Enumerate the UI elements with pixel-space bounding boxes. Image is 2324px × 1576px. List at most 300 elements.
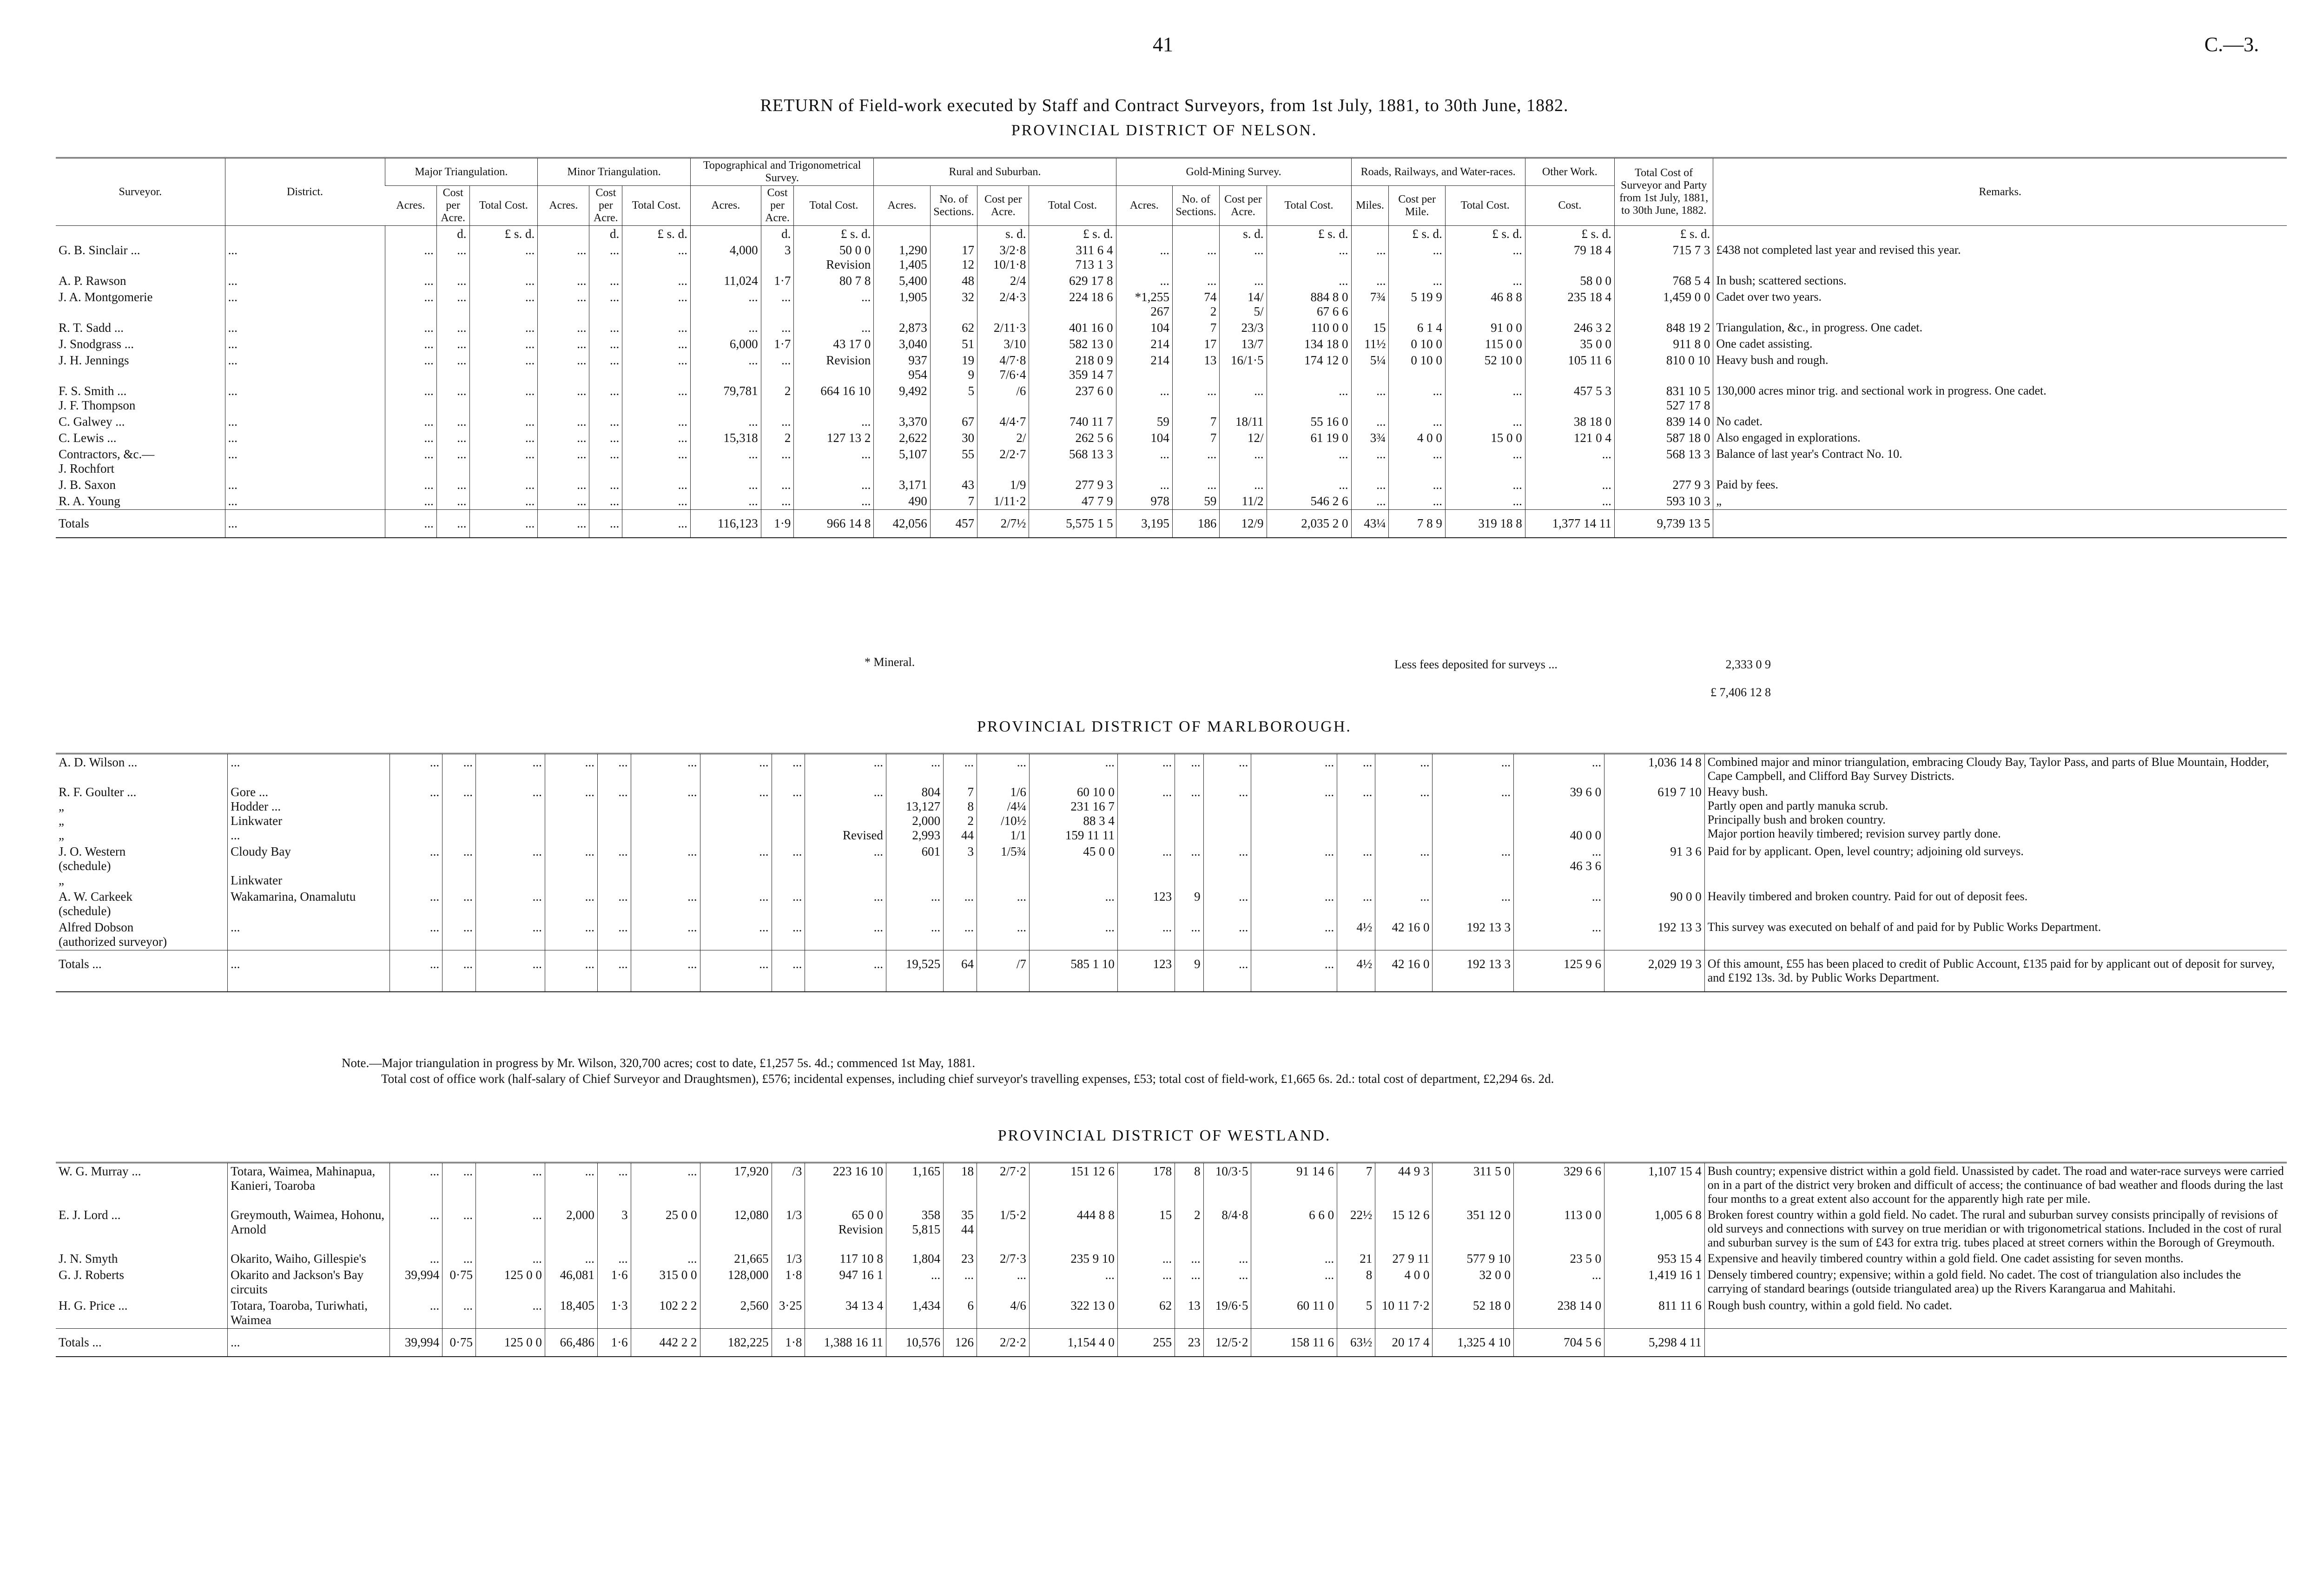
value-cell: 15 0 0 xyxy=(1445,430,1525,446)
value-cell: 19/6·5 xyxy=(1203,1298,1251,1329)
value-cell: ... xyxy=(538,446,589,477)
value-cell: 102 2 2 xyxy=(631,1298,700,1329)
value-cell: 35 44 xyxy=(944,1207,977,1251)
value-cell: 23/3 xyxy=(1220,320,1267,336)
value-cell: ... xyxy=(1514,1267,1604,1298)
value-cell: ... xyxy=(545,950,597,992)
district-cell: ... xyxy=(225,446,385,477)
document-title: RETURN of Field-work executed by Staff and Contract Surveyors, from 1st July, 1881, to 30th June, 1882. xyxy=(760,96,1569,115)
value-cell: ... xyxy=(794,414,874,430)
value-cell: ... xyxy=(977,919,1030,950)
value-cell: 32 xyxy=(930,289,977,320)
value-cell: 277 9 3 xyxy=(1614,477,1713,493)
value-cell xyxy=(690,226,761,243)
value-cell: ... xyxy=(761,477,794,493)
value-cell: ... xyxy=(545,784,597,844)
value-cell: ... xyxy=(597,1251,631,1267)
value-cell: 255 xyxy=(1117,1329,1175,1357)
value-cell: ... xyxy=(545,754,597,785)
value-cell: ... xyxy=(538,242,589,273)
surveyor-cell: A. D. Wilson ... xyxy=(59,755,138,769)
table-row xyxy=(56,1163,2287,1207)
value-cell: ... xyxy=(1203,1251,1251,1267)
value-cell: 11/2 xyxy=(1220,493,1267,510)
value-cell: 43¼ xyxy=(1351,510,1389,538)
sub-cost: Cost. xyxy=(1525,186,1614,226)
value-cell: 17 xyxy=(1172,336,1219,352)
value-cell: 192 13 3 xyxy=(1433,919,1514,950)
value-cell: 62 xyxy=(1117,1298,1175,1329)
value-cell: 1,377 14 11 xyxy=(1525,510,1614,538)
table-row xyxy=(56,1267,2287,1298)
value-cell: 947 16 1 xyxy=(805,1267,886,1298)
value-cell: 23 xyxy=(944,1251,977,1267)
value-cell: ... xyxy=(1172,383,1219,414)
value-cell: 9 xyxy=(1175,950,1204,992)
value-cell: 7 xyxy=(1337,1163,1375,1207)
value-cell: 601 xyxy=(886,844,943,889)
value-cell xyxy=(385,226,436,243)
marlborough-table xyxy=(56,753,2287,992)
value-cell: ... xyxy=(538,320,589,336)
value-cell: ... xyxy=(622,336,691,352)
value-cell: /6 xyxy=(977,383,1029,414)
value-cell: ... xyxy=(805,844,886,889)
value-cell: 2/7½ xyxy=(977,510,1029,538)
value-cell: ... xyxy=(761,446,794,477)
district-cell: ... xyxy=(228,950,390,992)
value-cell: ... xyxy=(761,493,794,510)
value-cell: ... Revised xyxy=(805,784,886,844)
value-cell: ... xyxy=(1251,1251,1337,1267)
value-cell: 1·7 xyxy=(761,336,794,352)
value-cell: ... xyxy=(469,510,538,538)
value-cell: £ s. d. xyxy=(1267,226,1351,243)
table-row xyxy=(56,784,2287,844)
col-roads: Roads, Railways, and Water-races. xyxy=(1351,158,1525,186)
value-cell: 174 12 0 xyxy=(1267,352,1351,383)
value-cell: ... xyxy=(538,383,589,414)
value-cell: ... xyxy=(390,784,442,844)
value-cell: ... xyxy=(436,493,469,510)
surveyor-cell: Alfred Dobson (authorized surveyor) xyxy=(59,920,167,949)
value-cell: ... xyxy=(700,950,772,992)
value-cell: ... xyxy=(1203,1267,1251,1298)
value-cell: ... xyxy=(1389,446,1445,477)
value-cell: 10/3·5 xyxy=(1203,1163,1251,1207)
nelson-table xyxy=(56,157,2287,538)
table-row xyxy=(56,446,2287,477)
value-cell: ... xyxy=(385,242,436,273)
value-cell: 48 xyxy=(930,273,977,289)
value-cell: 1,325 4 10 xyxy=(1433,1329,1514,1357)
value-cell: 30 xyxy=(930,430,977,446)
value-cell: 2,035 2 0 xyxy=(1267,510,1351,538)
value-cell: 35 0 0 xyxy=(1525,336,1614,352)
value-cell: 64 xyxy=(944,950,977,992)
col-major: Major Triangulation. xyxy=(385,158,538,186)
value-cell: 1·9 xyxy=(761,510,794,538)
value-cell: 42 16 0 xyxy=(1375,950,1433,992)
value-cell: 8 xyxy=(1337,1267,1375,1298)
value-cell: ... xyxy=(545,889,597,919)
remarks-cell: Also engaged in explorations. xyxy=(1713,430,2287,446)
value-cell: 768 5 4 xyxy=(1614,273,1713,289)
value-cell: 65 0 0 Revision xyxy=(805,1207,886,1251)
value-cell: ... xyxy=(1029,889,1117,919)
value-cell: ... xyxy=(390,1163,442,1207)
value-cell: 2,560 xyxy=(700,1298,772,1329)
value-cell: 113 0 0 xyxy=(1514,1207,1604,1251)
value-cell: ... xyxy=(772,919,805,950)
value-cell: 1,419 16 1 xyxy=(1604,1267,1705,1298)
value-cell: ... xyxy=(1175,844,1204,889)
value-cell: *1,255 267 xyxy=(1116,289,1172,320)
value-cell: ... xyxy=(805,950,886,992)
value-cell: ... xyxy=(390,844,442,889)
value-cell: ... xyxy=(469,352,538,383)
surveyor-cell: Totals xyxy=(56,510,225,538)
value-cell: ... xyxy=(631,754,700,785)
marlborough-heading: PROVINCIAL DISTRICT OF MARLBOROUGH. xyxy=(977,718,1352,735)
value-cell: 1/6 /4¼ /10½ 1/1 xyxy=(977,784,1030,844)
value-cell: 4 0 0 xyxy=(1375,1267,1433,1298)
sub-acres: Acres. xyxy=(874,186,930,226)
value-cell: ... xyxy=(589,273,622,289)
value-cell: 4 0 0 xyxy=(1389,430,1445,446)
value-cell: ... xyxy=(390,1251,442,1267)
value-cell: ... xyxy=(597,784,631,844)
value-cell: 7¾ xyxy=(1351,289,1389,320)
value-cell: 80 7 8 xyxy=(794,273,874,289)
value-cell: 34 13 4 xyxy=(805,1298,886,1329)
value-cell: ... xyxy=(476,844,545,889)
value-cell: 18 xyxy=(944,1163,977,1207)
value-cell: ... xyxy=(385,383,436,414)
remarks-cell: Densely timbered country; expensive; within a gold field. No cadet. The cost of triangulation also includes the carrying of standard bearings (outside triangulated area) up the Rivers Karangarua and Mahitahi. xyxy=(1704,1267,2287,1298)
value-cell: 39,994 xyxy=(390,1329,442,1357)
value-cell: 17 12 xyxy=(930,242,977,273)
value-cell: 59 xyxy=(1172,493,1219,510)
value-cell: ... xyxy=(589,383,622,414)
value-cell: 1/5¾ xyxy=(977,844,1030,889)
value-cell: 5 xyxy=(930,383,977,414)
value-cell: ... xyxy=(1203,784,1251,844)
remarks-cell xyxy=(1713,226,2287,243)
value-cell: ... xyxy=(589,242,622,273)
surveyor-cell xyxy=(56,226,225,243)
value-cell: ... 46 3 6 xyxy=(1514,844,1604,889)
value-cell: ... xyxy=(545,1251,597,1267)
value-cell: ... xyxy=(1389,493,1445,510)
value-cell: 125 0 0 xyxy=(476,1267,545,1298)
value-cell: ... xyxy=(1251,889,1337,919)
value-cell: 1/3 xyxy=(772,1251,805,1267)
value-cell: ... xyxy=(1116,242,1172,273)
value-cell: 937 954 xyxy=(874,352,930,383)
value-cell: ... xyxy=(700,919,772,950)
value-cell: 2/7·2 xyxy=(977,1163,1030,1207)
surveyor-cell: C. Galwey ... xyxy=(59,415,125,429)
district-cell: ... xyxy=(225,242,385,273)
value-cell: 91 3 6 xyxy=(1604,844,1705,889)
value-cell: 593 10 3 xyxy=(1614,493,1713,510)
district-cell: Okarito, Waiho, Gillespie's xyxy=(228,1251,390,1267)
value-cell: ... xyxy=(1445,414,1525,430)
value-cell: ... xyxy=(1029,919,1117,950)
value-cell: 5¼ xyxy=(1351,352,1389,383)
value-cell: 3 xyxy=(597,1207,631,1251)
value-cell: 2/7·3 xyxy=(977,1251,1030,1267)
table-row xyxy=(56,414,2287,430)
value-cell: ... xyxy=(631,950,700,992)
value-cell: 79 18 4 xyxy=(1525,242,1614,273)
table-row xyxy=(56,1251,2287,1267)
value-cell: ... xyxy=(1514,919,1604,950)
value-cell: ... xyxy=(1433,844,1514,889)
value-cell: 322 13 0 xyxy=(1029,1298,1117,1329)
district-cell: ... xyxy=(225,273,385,289)
value-cell: 311 5 0 xyxy=(1433,1163,1514,1207)
value-cell: 7 xyxy=(1172,414,1219,430)
value-cell: 44 9 3 xyxy=(1375,1163,1433,1207)
remarks-cell: Bush country; expensive district within a gold field. Unassisted by cadet. The road and water-race surveys were carried on in a part of the district very broken and difficult of access; the continuance of bad weather and floods during the last four months to a great extent also account for the apparently high rate per mile. xyxy=(1704,1163,2287,1207)
remarks-cell: Heavy bush. Partly open and partly manuka scrub. Principally bush and broken country. Major portion heavily timbered; revision survey partly done. xyxy=(1704,784,2287,844)
remarks-cell: £438 not completed last year and revised this year. xyxy=(1713,242,2287,273)
value-cell: 12/5·2 xyxy=(1203,1329,1251,1357)
value-cell: ... xyxy=(977,1267,1030,1298)
value-cell: ... xyxy=(442,784,476,844)
value-cell: ... xyxy=(622,477,691,493)
value-cell: 4/7·8 7/6·4 xyxy=(977,352,1029,383)
value-cell: 1·3 xyxy=(597,1298,631,1329)
value-cell: ... xyxy=(944,754,977,785)
value-cell: 42,056 xyxy=(874,510,930,538)
value-cell: ... xyxy=(1389,477,1445,493)
value-cell: 315 0 0 xyxy=(631,1267,700,1298)
value-cell: ... xyxy=(772,754,805,785)
value-cell: 2/11·3 xyxy=(977,320,1029,336)
value-cell: ... xyxy=(1117,1251,1175,1267)
value-cell: ... xyxy=(1389,273,1445,289)
value-cell: ... xyxy=(772,950,805,992)
value-cell: 18/11 xyxy=(1220,414,1267,430)
sub-cost-per-acre: Cost per Acre. xyxy=(977,186,1029,226)
value-cell: ... xyxy=(690,446,761,477)
col-district: District. xyxy=(225,158,385,226)
value-cell: 311 6 4 713 1 3 xyxy=(1029,242,1116,273)
value-cell: 1,388 16 11 xyxy=(805,1329,886,1357)
value-cell: ... xyxy=(538,352,589,383)
value-cell: ... xyxy=(436,477,469,493)
value-cell: ... xyxy=(1433,784,1514,844)
value-cell: ... xyxy=(1172,477,1219,493)
value-cell: 223 16 10 xyxy=(805,1163,886,1207)
value-cell: ... xyxy=(1220,242,1267,273)
value-cell: ... xyxy=(469,289,538,320)
value-cell: ... xyxy=(442,1251,476,1267)
remarks-cell: This survey was executed on behalf of and paid for by Public Works Department. xyxy=(1704,919,2287,950)
surveyor-cell: A. W. Carkeek (schedule) xyxy=(59,890,132,918)
table-row xyxy=(56,336,2287,352)
value-cell xyxy=(874,226,930,243)
value-cell: 444 8 8 xyxy=(1029,1207,1117,1251)
value-cell: ... xyxy=(442,919,476,950)
value-cell: 116,123 xyxy=(690,510,761,538)
value-cell: ... xyxy=(622,493,691,510)
value-cell: ... xyxy=(944,919,977,950)
value-cell: 1,905 xyxy=(874,289,930,320)
value-cell: 11½ xyxy=(1351,336,1389,352)
page-number: 41 xyxy=(1153,33,1173,56)
value-cell: ... xyxy=(1267,242,1351,273)
surveyor-cell: R. A. Young xyxy=(59,494,120,508)
value-cell: ... xyxy=(1203,919,1251,950)
value-cell: ... xyxy=(1117,919,1175,950)
value-cell: s. d. xyxy=(1220,226,1267,243)
value-cell: 91 14 6 xyxy=(1251,1163,1337,1207)
value-cell: ... xyxy=(1267,273,1351,289)
value-cell: ... xyxy=(944,1267,977,1298)
value-cell: 1·8 xyxy=(772,1267,805,1298)
remarks-cell: No cadet. xyxy=(1713,414,2287,430)
value-cell: ... xyxy=(1514,754,1604,785)
table-row xyxy=(56,493,2287,510)
value-cell: /3 xyxy=(772,1163,805,1207)
table-row xyxy=(56,383,2287,414)
value-cell: 125 9 6 xyxy=(1514,950,1604,992)
value-cell: £ s. d. xyxy=(1614,226,1713,243)
col-topo: Topographical and Trigonometrical Survey. xyxy=(690,158,873,186)
value-cell: ... xyxy=(1351,414,1389,430)
westland-body xyxy=(56,1163,2287,1357)
surveyor-cell: Totals ... xyxy=(56,950,228,992)
value-cell: ... xyxy=(545,1163,597,1207)
value-cell: ... xyxy=(622,273,691,289)
district-cell: ... xyxy=(225,477,385,493)
sub-total-cost: Total Cost. xyxy=(1445,186,1525,226)
value-cell: 52 10 0 xyxy=(1445,352,1525,383)
value-cell: 18,405 xyxy=(545,1298,597,1329)
value-cell: ... xyxy=(469,477,538,493)
value-cell: 7 xyxy=(1172,320,1219,336)
value-cell: 214 xyxy=(1116,352,1172,383)
surveyor-cell: J. Snodgrass ... xyxy=(59,337,134,351)
surveyor-cell: J. H. Jennings xyxy=(59,353,129,367)
value-cell: 16/1·5 xyxy=(1220,352,1267,383)
value-cell: ... xyxy=(442,1298,476,1329)
table-row xyxy=(56,273,2287,289)
remarks-cell: „ xyxy=(1713,493,2287,510)
col-remarks: Remarks. xyxy=(1713,158,2287,226)
value-cell: 7 8 2 44 xyxy=(944,784,977,844)
value-cell: 126 xyxy=(944,1329,977,1357)
value-cell: 47 7 9 xyxy=(1029,493,1116,510)
value-cell: 46 8 8 xyxy=(1445,289,1525,320)
sub-cost-per-acre: Cost per Acre. xyxy=(436,186,469,226)
value-cell: ... xyxy=(1116,446,1172,477)
value-cell: 1,434 xyxy=(886,1298,943,1329)
value-cell: 7 xyxy=(930,493,977,510)
value-cell: ... xyxy=(538,336,589,352)
value-cell: ... xyxy=(390,1298,442,1329)
westland-heading: PROVINCIAL DISTRICT OF WESTLAND. xyxy=(997,1127,1331,1144)
value-cell: ... xyxy=(944,889,977,919)
value-cell: 664 16 10 xyxy=(794,383,874,414)
value-cell: 61 19 0 xyxy=(1267,430,1351,446)
value-cell: 178 xyxy=(1117,1163,1175,1207)
value-cell: 58 0 0 xyxy=(1525,273,1614,289)
remarks-cell: Cadet over two years. xyxy=(1713,289,2287,320)
remarks-cell: Heavy bush and rough. xyxy=(1713,352,2287,383)
sub-miles: Miles. xyxy=(1351,186,1389,226)
value-cell: 42 16 0 xyxy=(1375,919,1433,950)
district-cell: ... xyxy=(225,320,385,336)
value-cell: ... xyxy=(690,477,761,493)
value-cell: 55 xyxy=(930,446,977,477)
value-cell: s. d. xyxy=(977,226,1029,243)
value-cell: 1,804 xyxy=(886,1251,943,1267)
col-other: Other Work. xyxy=(1525,158,1614,186)
col-minor: Minor Triangulation. xyxy=(538,158,691,186)
value-cell: 0 10 0 xyxy=(1389,336,1445,352)
col-total: Total Cost of Surveyor and Party from 1st July, 1881, to 30th June, 1882. xyxy=(1614,158,1713,226)
value-cell: 3,171 xyxy=(874,477,930,493)
page-reference: C.—3. xyxy=(2204,33,2259,56)
value-cell: 5,400 xyxy=(874,273,930,289)
value-cell: 192 13 3 xyxy=(1604,919,1705,950)
mineral-note: * Mineral. xyxy=(865,655,915,669)
value-cell: 329 6 6 xyxy=(1514,1163,1604,1207)
value-cell: ... xyxy=(1251,950,1337,992)
value-cell: ... xyxy=(385,477,436,493)
value-cell: ... xyxy=(1375,844,1433,889)
value-cell: ... xyxy=(700,889,772,919)
value-cell: ... xyxy=(761,289,794,320)
remarks-cell: Expensive and heavily timbered country within a gold field. One cadet assisting for seven months. xyxy=(1704,1251,2287,1267)
sub-acres: Acres. xyxy=(538,186,589,226)
value-cell: 110 0 0 xyxy=(1267,320,1351,336)
value-cell: 123 xyxy=(1117,950,1175,992)
value-cell: 911 8 0 xyxy=(1614,336,1713,352)
value-cell: ... xyxy=(589,336,622,352)
value-cell: 39,994 xyxy=(390,1267,442,1298)
value-cell: ... xyxy=(1116,273,1172,289)
value-cell: 186 xyxy=(1172,510,1219,538)
value-cell: ... xyxy=(436,446,469,477)
value-cell: ... xyxy=(1029,754,1117,785)
value-cell: ... xyxy=(690,320,761,336)
value-cell: ... xyxy=(1220,383,1267,414)
value-cell: ... xyxy=(1117,754,1175,785)
value-cell: ... xyxy=(690,289,761,320)
value-cell: ... xyxy=(700,784,772,844)
value-cell: 3,040 xyxy=(874,336,930,352)
value-cell: ... xyxy=(469,383,538,414)
value-cell: ... xyxy=(1251,1267,1337,1298)
nelson-body xyxy=(56,226,2287,538)
value-cell: ... xyxy=(436,273,469,289)
value-cell: ... xyxy=(622,320,691,336)
remarks-cell: Paid by fees. xyxy=(1713,477,2287,493)
remarks-cell: 130,000 acres minor trig. and sectional work in progress. One cadet. xyxy=(1713,383,2287,414)
table-row xyxy=(56,352,2287,383)
sub-acres: Acres. xyxy=(690,186,761,226)
value-cell: 2/4 xyxy=(977,273,1029,289)
value-cell: 3 xyxy=(944,844,977,889)
value-cell: 218 0 9 359 14 7 xyxy=(1029,352,1116,383)
value-cell: ... xyxy=(442,1207,476,1251)
